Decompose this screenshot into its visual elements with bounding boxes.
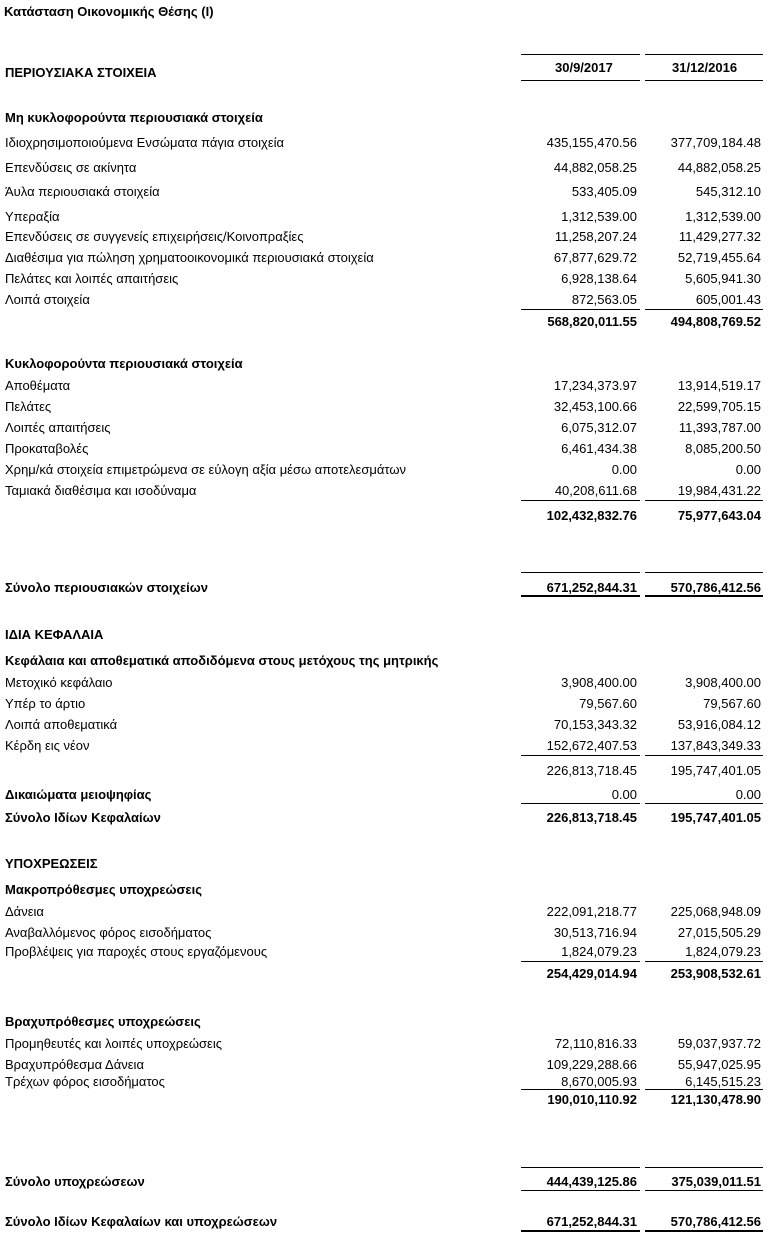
total-equity-liabilities-2017: 671,252,844.31 — [546, 1214, 637, 1229]
current-heading: Κυκλοφορούντα περιουσιακά στοιχεία — [5, 356, 243, 371]
row-value-2017: 533,405.09 — [571, 184, 637, 199]
row-label: Προβλέψεις για παροχές στους εργαζόμενους — [5, 944, 268, 959]
equity-subtotal-2017: 226,813,718.45 — [546, 763, 637, 778]
grand-total-bottom-rule — [645, 1230, 763, 1232]
row-value-2017: 1,312,539.00 — [561, 209, 637, 224]
row-value-2017: 152,672,407.53 — [546, 738, 637, 753]
row-value-2016: 22,599,705.15 — [677, 399, 761, 414]
row-value-2016: 59,037,937.72 — [677, 1036, 761, 1051]
noncurrent-heading: Μη κυκλοφορούντα περιουσιακά στοιχεία — [5, 110, 263, 125]
total-liabilities-bottom-rule — [521, 1190, 640, 1191]
row-value-2016: 377,709,184.48 — [670, 135, 761, 150]
column-header-2017: 30/9/2017 — [555, 60, 613, 75]
subtotal-rule — [521, 1089, 640, 1090]
row-value-2017: 0.00 — [611, 462, 637, 477]
row-label: Επενδύσεις σε ακίνητα — [5, 160, 137, 175]
total-equity-label: Σύνολο Ιδίων Κεφαλαίων — [5, 810, 161, 825]
row-value-2017: 11,258,207.24 — [554, 229, 637, 244]
row-label: Διαθέσιμα για πώληση χρηματοοικονομικά περιουσιακά στοιχεία — [5, 250, 374, 265]
subtotal-rule — [521, 755, 640, 756]
short-term-total-2017: 190,010,110.92 — [547, 1092, 637, 1107]
row-value-2016: 0.00 — [735, 462, 761, 477]
subtotal-rule — [521, 309, 640, 310]
long-term-heading: Μακροπρόθεσμες υποχρεώσεις — [5, 882, 202, 897]
row-label: Λοιπές απαιτήσεις — [5, 420, 111, 435]
row-value-2017: 222,091,218.77 — [546, 904, 637, 919]
subtotal-rule — [521, 803, 640, 804]
row-value-2017: 44,882,058.25 — [553, 160, 637, 175]
row-value-2016: 52,719,455.64 — [677, 250, 761, 265]
total-assets-top-rule — [645, 572, 763, 573]
long-term-total-2017: 254,429,014.94 — [546, 966, 637, 981]
row-value-2016: 605,001.43 — [695, 292, 761, 307]
row-label: Πελάτες — [5, 399, 52, 414]
row-value-2017: 6,928,138.64 — [561, 271, 637, 286]
minority-label: Δικαιώματα μειοψηφίας — [5, 787, 152, 802]
row-label: Λοιπά αποθεματικά — [5, 717, 118, 732]
row-value-2016: 27,015,505.29 — [677, 925, 761, 940]
row-value-2016: 11,393,787.00 — [678, 420, 761, 435]
row-label: Μετοχικό κεφάλαιο — [5, 675, 113, 690]
subtotal-rule — [645, 961, 763, 962]
row-value-2016: 19,984,431.22 — [677, 483, 761, 498]
row-value-2017: 1,824,079.23 — [561, 944, 637, 959]
subtotal-rule — [645, 755, 763, 756]
row-value-2016: 79,567.60 — [703, 696, 761, 711]
total-liabilities-label: Σύνολο υποχρεώσεων — [5, 1174, 145, 1189]
total-liabilities-top-rule — [645, 1167, 763, 1168]
row-value-2016: 8,085,200.50 — [685, 441, 761, 456]
column-header-2016: 31/12/2016 — [672, 60, 738, 75]
equity-subtotal-2016: 195,747,401.05 — [670, 763, 761, 778]
total-liabilities-bottom-rule — [645, 1190, 763, 1191]
row-value-2016: 44,882,058.25 — [677, 160, 761, 175]
row-label: Πελάτες και λοιπές απαιτήσεις — [5, 271, 179, 286]
row-value-2017: 79,567.60 — [579, 696, 637, 711]
total-equity-liabilities-label: Σύνολο Ιδίων Κεφαλαίων και υποχρεώσεων — [5, 1214, 278, 1229]
row-value-2017: 70,153,343.32 — [553, 717, 637, 732]
row-value-2017: 32,453,100.66 — [553, 399, 637, 414]
row-value-2016: 1,312,539.00 — [685, 209, 761, 224]
current-total-2017: 102,432,832.76 — [546, 508, 637, 523]
row-value-2016: 55,947,025.95 — [677, 1057, 761, 1072]
subtotal-rule — [645, 309, 763, 310]
grand-total-bottom-rule — [521, 1230, 640, 1232]
total-equity-liabilities-2016: 570,786,412.56 — [670, 1214, 761, 1229]
total-assets-top-rule — [521, 572, 640, 573]
row-value-2017: 67,877,629.72 — [553, 250, 637, 265]
total-liabilities-2017: 444,439,125.86 — [546, 1174, 637, 1189]
row-label: Δάνεια — [5, 904, 44, 919]
row-value-2016: 11,429,277.32 — [678, 229, 761, 244]
current-total-2016: 75,977,643.04 — [677, 508, 761, 523]
row-label: Λοιπά στοιχεία — [5, 292, 90, 307]
subtotal-rule — [521, 961, 640, 962]
row-value-2017: 435,155,470.56 — [546, 135, 637, 150]
total-equity-2017: 226,813,718.45 — [546, 810, 637, 825]
row-value-2017: 72,110,816.33 — [554, 1036, 637, 1051]
total-assets-bottom-rule — [521, 595, 640, 597]
row-label: Άυλα περιουσιακά στοιχεία — [5, 184, 160, 199]
row-value-2016: 6,145,515.23 — [685, 1074, 761, 1089]
equity-heading: Κεφάλαια και αποθεματικά αποδιδόμενα στους μετόχους της μητρικής — [5, 653, 439, 668]
row-label: Προμηθευτές και λοιπές υποχρεώσεις — [5, 1036, 223, 1051]
noncurrent-total-2017: 568,820,011.55 — [547, 314, 637, 329]
total-assets-2017: 671,252,844.31 — [546, 580, 637, 595]
short-term-heading: Βραχυπρόθεσμες υποχρεώσεις — [5, 1014, 201, 1029]
row-value-2017: 8,670,005.93 — [561, 1074, 637, 1089]
header-bottom-rule — [521, 80, 640, 81]
subtotal-rule — [645, 803, 763, 804]
section-assets-heading: ΠΕΡΙΟΥΣΙΑΚΑ ΣΤΟΙΧΕΙΑ — [5, 65, 157, 80]
row-label: Κέρδη εις νέον — [5, 738, 90, 753]
row-label: Ταμιακά διαθέσιμα και ισοδύναμα — [5, 483, 197, 498]
page-title: Κατάσταση Οικονομικής Θέσης (Ι) — [4, 4, 214, 19]
total-assets-2016: 570,786,412.56 — [670, 580, 761, 595]
row-value-2016: 137,843,349.33 — [670, 738, 761, 753]
row-label: Αποθέματα — [5, 378, 71, 393]
section-equity-heading: ΙΔΙΑ ΚΕΦΑΛΑΙΑ — [5, 627, 104, 642]
row-value-2017: 30,513,716.94 — [553, 925, 637, 940]
row-label: Υπέρ το άρτιο — [5, 696, 86, 711]
header-top-rule — [645, 54, 763, 55]
row-value-2016: 13,914,519.17 — [677, 378, 761, 393]
subtotal-rule — [521, 500, 640, 501]
row-label: Προκαταβολές — [5, 441, 89, 456]
row-label: Αναβαλλόμενος φόρος εισοδήματος — [5, 925, 212, 940]
long-term-total-2016: 253,908,532.61 — [670, 966, 761, 981]
minority-2017: 0.00 — [611, 787, 637, 802]
row-value-2016: 53,916,084.12 — [677, 717, 761, 732]
total-equity-2016: 195,747,401.05 — [670, 810, 761, 825]
row-value-2017: 6,461,434.38 — [561, 441, 637, 456]
minority-2016: 0.00 — [735, 787, 761, 802]
row-value-2017: 109,229,288.66 — [546, 1057, 637, 1072]
header-bottom-rule — [645, 80, 763, 81]
noncurrent-total-2016: 494,808,769.52 — [670, 314, 761, 329]
row-label: Ιδιοχρησιμοποιούμενα Ενσώματα πάγια στοιχεία — [5, 135, 285, 150]
total-liabilities-top-rule — [521, 1167, 640, 1168]
row-value-2017: 872,563.05 — [571, 292, 637, 307]
total-assets-label: Σύνολο περιουσιακών στοιχείων — [5, 580, 208, 595]
subtotal-rule — [645, 500, 763, 501]
subtotal-rule — [645, 1089, 763, 1090]
row-label: Βραχυπρόθεσμα Δάνεια — [5, 1057, 144, 1072]
row-value-2017: 6,075,312.07 — [561, 420, 637, 435]
row-value-2016: 1,824,079.23 — [685, 944, 761, 959]
row-label: Υπεραξία — [5, 209, 60, 224]
row-value-2016: 3,908,400.00 — [685, 675, 761, 690]
row-value-2016: 225,068,948.09 — [670, 904, 761, 919]
row-value-2017: 40,208,611.68 — [554, 483, 637, 498]
row-value-2016: 5,605,941.30 — [685, 271, 761, 286]
row-label: Χρημ/κά στοιχεία επιμετρώμενα σε εύλογη αξία μέσω αποτελεσμάτων — [5, 462, 406, 477]
row-label: Επενδύσεις σε συγγενείς επιχειρήσεις/Κοινοπραξίες — [5, 229, 304, 244]
row-value-2016: 545,312.10 — [695, 184, 761, 199]
short-term-total-2016: 121,130,478.90 — [670, 1092, 761, 1107]
row-value-2017: 3,908,400.00 — [561, 675, 637, 690]
header-top-rule — [521, 54, 640, 55]
section-liabilities-heading: ΥΠΟΧΡΕΩΣΕΙΣ — [5, 856, 98, 871]
total-liabilities-2016: 375,039,011.51 — [671, 1174, 761, 1189]
row-label: Τρέχων φόρος εισοδήματος — [5, 1074, 165, 1089]
total-assets-bottom-rule — [645, 595, 763, 597]
row-value-2017: 17,234,373.97 — [553, 378, 637, 393]
